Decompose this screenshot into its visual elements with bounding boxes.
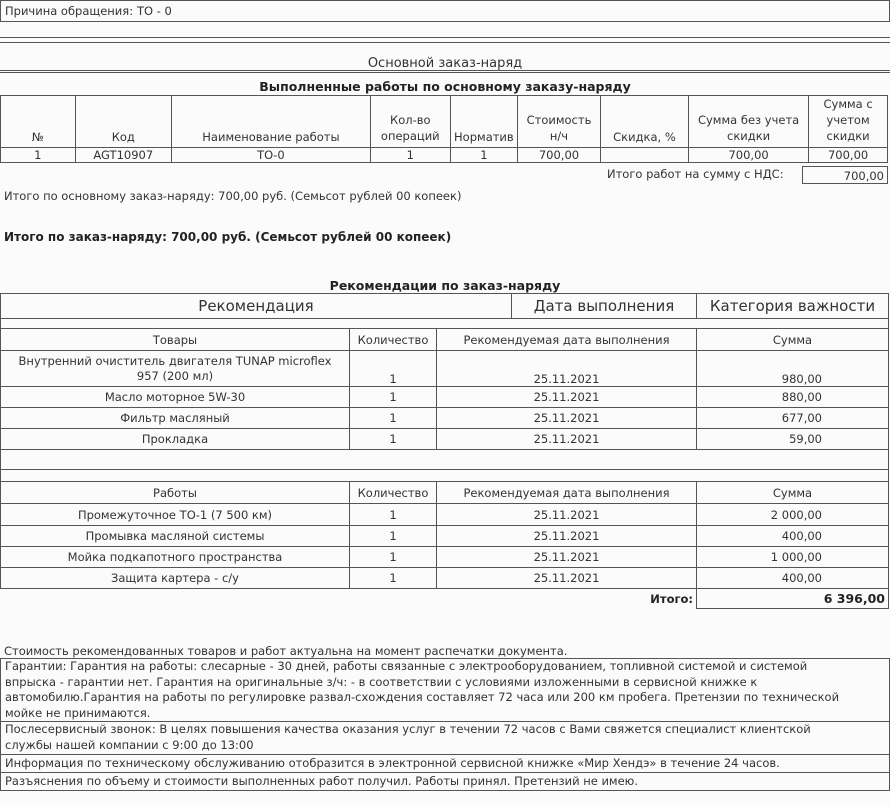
call-line: Послесервисный звонок: В целях повышения качества оказания услуг в течении 72 часов с Вами свяжется специалист клиентской: [5, 722, 811, 736]
goods-table: [0, 318, 889, 609]
header-name: Наименование работы: [171, 96, 370, 148]
notes-actual: Стоимость рекомендованных товаров и работ актуальна на момент распечатки документа.: [4, 644, 568, 658]
work-sum: 400,00: [697, 526, 889, 547]
header-rec-date: Рекомендуемая дата выполнения: [437, 482, 697, 504]
work-sum: 2 000,00: [697, 504, 889, 526]
work-name: Промывка масляной системы: [1, 526, 350, 547]
goods-qty: 1: [350, 351, 437, 387]
goods-date: 25.11.2021: [437, 387, 697, 408]
header-cost: Стоимость н/ч: [518, 96, 601, 148]
goods-qty: 1: [350, 408, 437, 429]
header-num: №: [1, 96, 76, 148]
table-row: [1, 504, 889, 526]
reason-value: ТО - 0: [137, 4, 172, 18]
goods-name: Прокладка: [1, 429, 350, 450]
work-name: Защита картера - с/у: [1, 568, 350, 589]
spacer-row: [1, 470, 889, 482]
recommendations-total-label: Итого:: [437, 589, 697, 609]
main-order-title: Основной заказ-наряд: [367, 56, 523, 71]
cell-name: ТО-0: [171, 148, 370, 163]
goods-date: 25.11.2021: [437, 351, 697, 387]
divider: [0, 37, 890, 38]
works-rec-header-row: [1, 482, 889, 504]
table-row: [1, 408, 889, 429]
call-box: [0, 721, 890, 755]
works-total-label: Итого работ на сумму с НДС:: [607, 167, 784, 181]
works-total-box: [802, 166, 888, 184]
works-header-row: [1, 96, 888, 148]
recommendations-total-row: [1, 589, 889, 609]
cell-cost: 700,00: [518, 148, 601, 163]
goods-name: [1, 351, 350, 387]
goods-name: Фильтр масляный: [1, 408, 350, 429]
goods-qty: 1: [350, 387, 437, 408]
work-qty: 1: [350, 526, 437, 547]
header-qty: Количество: [350, 329, 437, 351]
header-norm: Норматив: [450, 96, 517, 148]
goods-name-line: 957 (200 мл): [136, 368, 214, 383]
work-date: 25.11.2021: [437, 547, 697, 568]
cell-ops: 1: [370, 148, 450, 163]
table-row: [1, 387, 889, 408]
goods-header-row: [1, 329, 889, 351]
header-rec-date: Рекомендуемая дата выполнения: [437, 329, 697, 351]
goods-name-line: Внутренний очиститель двигателя TUNAP microflex: [18, 353, 332, 368]
table-row: [1, 526, 889, 547]
goods-sum: 677,00: [697, 408, 889, 429]
work-qty: 1: [350, 568, 437, 589]
work-date: 25.11.2021: [437, 504, 697, 526]
works-table: [0, 95, 888, 163]
warranty-line: мойке не принимаются.: [5, 705, 151, 720]
cell-sum-nodisc: 700,00: [689, 148, 809, 163]
warranty-line: автомобилю.Гарантия на работы по регулировке развал-схождения составляет 72 часа или 200 км пробега. Претензии по технической: [5, 690, 840, 704]
table-row: [1, 568, 889, 589]
header-discount: Скидка, %: [600, 96, 688, 148]
reason-box: [0, 0, 890, 22]
header-recommendation: Рекомендация: [1, 294, 512, 319]
recommendations-header: [0, 293, 889, 319]
header-sum-disc: Сумма с учетом скидки: [809, 96, 888, 148]
work-sum: 1 000,00: [697, 547, 889, 568]
cell-norm: 1: [450, 148, 517, 163]
table-row: [1, 547, 889, 568]
cell-num: 1: [1, 148, 76, 163]
goods-sum: 980,00: [697, 351, 889, 387]
work-name: Промежуточное ТО-1 (7 500 км): [1, 504, 350, 526]
cell-discount: [600, 148, 688, 163]
main-total: Итого по основному заказ-наряду: 700,00 руб. (Семьсот рублей 00 копеек): [4, 189, 462, 203]
header-category: Категория важности: [697, 294, 889, 319]
table-row: [1, 429, 889, 450]
header-ops: Кол-во операций: [370, 96, 450, 148]
goods-date: 25.11.2021: [437, 408, 697, 429]
order-total: Итого по заказ-наряду: 700,00 руб. (Семьсот рублей 00 копеек): [4, 230, 452, 244]
divider: [0, 42, 890, 43]
goods-qty: 1: [350, 429, 437, 450]
recommendations-total-value: 6 396,00: [697, 589, 889, 609]
cell-sum-disc: 700,00: [809, 148, 888, 163]
header-date: Дата выполнения: [512, 294, 697, 319]
work-name: Мойка подкапотного пространства: [1, 547, 350, 568]
goods-sum: 880,00: [697, 387, 889, 408]
divider: [0, 70, 890, 71]
work-qty: 1: [350, 547, 437, 568]
table-row: [1, 148, 888, 163]
accept-box: [0, 772, 890, 791]
recommendations-title: Рекомендации по заказ-наряду: [329, 278, 561, 293]
warranty-box: [0, 658, 890, 722]
header-sum: Сумма: [697, 482, 889, 504]
goods-date: 25.11.2021: [437, 429, 697, 450]
work-date: 25.11.2021: [437, 568, 697, 589]
warranty-line: впрыска - гарантии нет. Гарантия на оригинальные з/ч: - в соответствии с условиями изложенными в сервисной книжке к: [5, 674, 758, 689]
work-date: 25.11.2021: [437, 526, 697, 547]
accept-text: Разъяснения по объему и стоимости выполненных работ получил. Работы принял. Претензий не имею.: [5, 774, 639, 788]
header-code: Код: [75, 96, 171, 148]
works-total-value: 700,00: [843, 169, 884, 183]
header-sum-nodisc: Сумма без учета скидки: [689, 96, 809, 148]
header-goods: Товары: [1, 329, 350, 351]
goods-name: Масло моторное 5W-30: [1, 387, 350, 408]
header-works: Работы: [1, 482, 350, 504]
work-sum: 400,00: [697, 568, 889, 589]
spacer-row: [1, 450, 889, 470]
header-sum: Сумма: [697, 329, 889, 351]
cell-code: AGT10907: [75, 148, 171, 163]
reason-label: Причина обращения:: [5, 4, 134, 18]
header-qty: Количество: [350, 482, 437, 504]
warranty-line: Гарантии: Гарантия на работы: слесарные - 30 дней, работы связанные с электрооборудованием, топливной системой и системой: [5, 659, 808, 673]
info-text: Информация по техническому обслуживанию отобразится в электронной сервисной книжке «Мир Хендэ» в течение 24 часов.: [5, 756, 780, 770]
divider: [0, 72, 890, 73]
works-title: Выполненные работы по основному заказу-наряду: [259, 79, 631, 94]
info-box: [0, 754, 890, 773]
call-line: службы нашей компании с 9:00 до 13:00: [5, 737, 254, 752]
table-row: [1, 351, 889, 387]
work-qty: 1: [350, 504, 437, 526]
goods-sum: 59,00: [697, 429, 889, 450]
